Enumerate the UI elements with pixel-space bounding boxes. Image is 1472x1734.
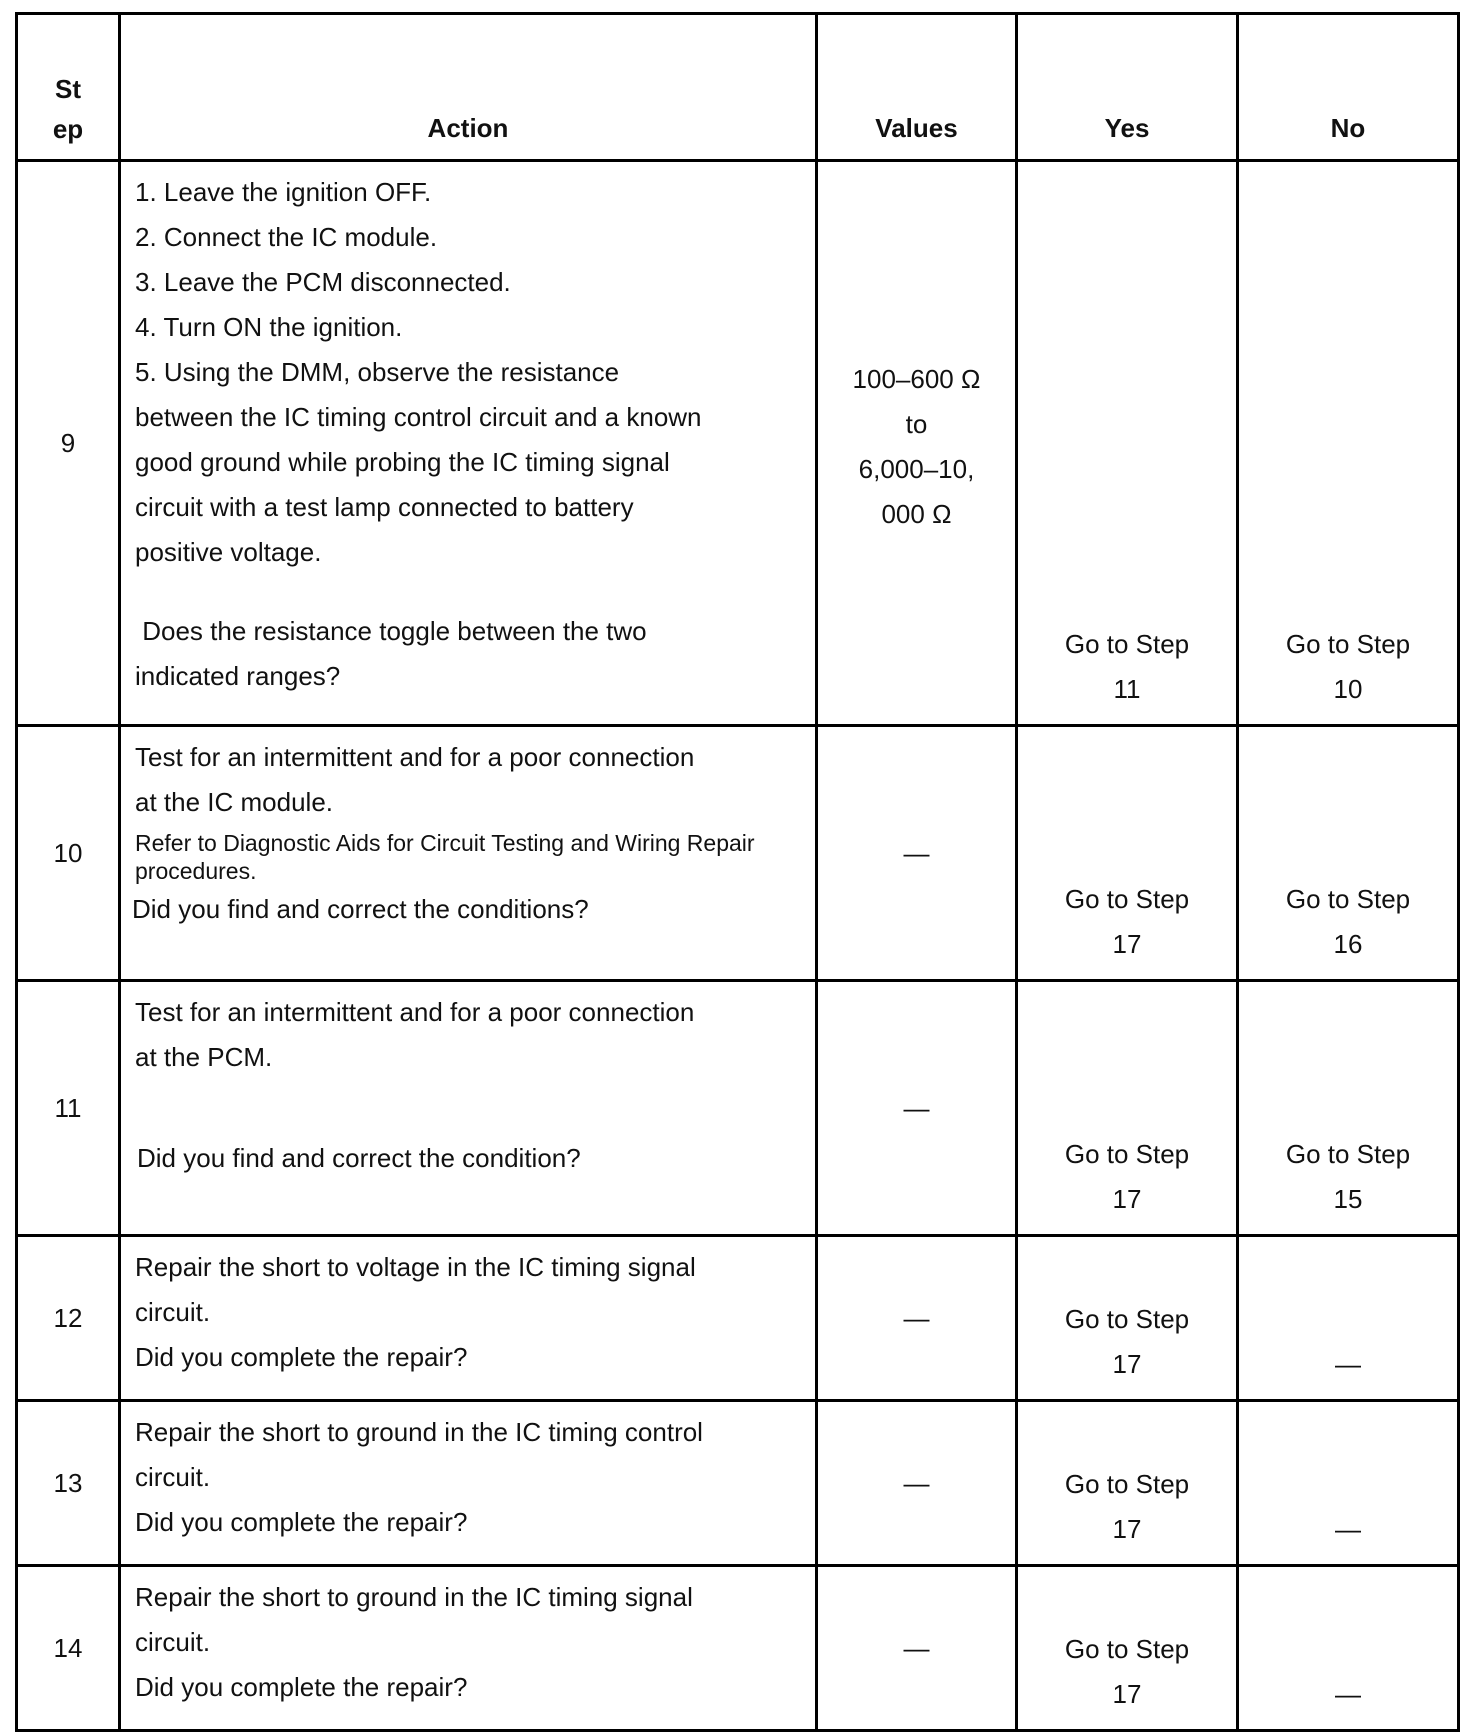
diagnostic-table (15, 12, 1460, 1732)
action-text: positive voltage. (135, 537, 322, 567)
action-cell (120, 981, 817, 1236)
action-text: circuit with a test lamp connected to battery (135, 492, 634, 522)
values-cell (817, 161, 1017, 726)
action-cell (120, 1566, 817, 1731)
action-step: 5. Using the DMM, observe the resistance (135, 357, 620, 387)
no-cell (1238, 161, 1459, 726)
yes-cell (1017, 161, 1238, 726)
no-cell (1238, 1236, 1459, 1401)
yes-cell (1017, 1236, 1238, 1401)
step-number: 9 (17, 161, 120, 726)
table-row (17, 1236, 1459, 1401)
no-cell (1238, 726, 1459, 981)
action-question: Did you complete the repair? (135, 1672, 468, 1702)
action-text: at the IC module. (135, 787, 333, 817)
action-text: Repair the short to voltage in the IC timing signal (135, 1252, 696, 1282)
table-row (17, 726, 1459, 981)
no-goto: Go to Step (1285, 884, 1411, 914)
action-cell (120, 161, 817, 726)
values-cell: — (817, 1566, 1017, 1731)
action-question: Did you complete the repair? (135, 1342, 468, 1372)
table-row (17, 1401, 1459, 1566)
header-step-line: St (55, 74, 81, 104)
action-text: circuit. (135, 1462, 211, 1492)
step-number: 13 (17, 1401, 120, 1566)
action-question: Did you find and correct the condition? (137, 1143, 581, 1173)
action-question: Did you complete the repair? (135, 1507, 468, 1537)
action-question: Did you find and correct the conditions? (132, 894, 589, 924)
no-dash: — (1335, 1679, 1361, 1709)
action-text: good ground while probing the IC timing signal (135, 447, 670, 477)
values-cell: — (817, 981, 1017, 1236)
action-step: 4. Turn ON the ignition. (135, 312, 403, 342)
no-cell (1238, 1566, 1459, 1731)
table-row (17, 161, 1459, 726)
values-cell: — (817, 1401, 1017, 1566)
action-step: 1. Leave the ignition OFF. (135, 177, 432, 207)
yes-step: 17 (1112, 1184, 1142, 1214)
action-question: indicated ranges? (135, 661, 341, 691)
no-dash: — (1335, 1349, 1361, 1379)
value-line: 6,000–10, (858, 454, 975, 484)
yes-goto: Go to Step (1064, 1139, 1190, 1169)
action-text: Test for an intermittent and for a poor connection (135, 742, 695, 772)
yes-cell (1017, 726, 1238, 981)
header-step (17, 14, 120, 161)
header-no: No (1238, 14, 1459, 161)
no-step: 15 (1333, 1184, 1363, 1214)
action-text: circuit. (135, 1297, 211, 1327)
header-row (17, 14, 1459, 161)
step-number: 10 (17, 726, 120, 981)
value-line: to (905, 409, 928, 439)
yes-step: 17 (1112, 1514, 1142, 1544)
table-row (17, 1566, 1459, 1731)
no-goto: Go to Step (1285, 629, 1411, 659)
header-values: Values (817, 14, 1017, 161)
yes-cell (1017, 981, 1238, 1236)
action-note: Refer to Diagnostic Aids for Circuit Testing and Wiring Repair procedures. (135, 830, 755, 884)
yes-goto: Go to Step (1064, 1469, 1190, 1499)
yes-cell (1017, 1401, 1238, 1566)
no-dash: — (1335, 1514, 1361, 1544)
yes-step: 17 (1112, 1349, 1142, 1379)
no-cell (1238, 981, 1459, 1236)
action-cell (120, 1401, 817, 1566)
action-cell (120, 726, 817, 981)
yes-step: 17 (1112, 929, 1142, 959)
action-text: circuit. (135, 1627, 211, 1657)
action-text: Test for an intermittent and for a poor connection (135, 997, 695, 1027)
yes-step: 11 (1113, 674, 1141, 704)
table-row (17, 981, 1459, 1236)
header-action: Action (120, 14, 817, 161)
header-yes: Yes (1017, 14, 1238, 161)
no-goto: Go to Step (1285, 1139, 1411, 1169)
yes-goto: Go to Step (1064, 884, 1190, 914)
values-cell: — (817, 1236, 1017, 1401)
no-step: 16 (1333, 929, 1363, 959)
action-cell (120, 1236, 817, 1401)
value-line: 100–600 Ω (852, 364, 981, 394)
header-step-line: ep (52, 114, 84, 144)
step-number: 11 (17, 981, 120, 1236)
yes-cell (1017, 1566, 1238, 1731)
action-text: Repair the short to ground in the IC timing signal (135, 1582, 693, 1612)
value-line: 000 Ω (881, 499, 952, 529)
no-cell (1238, 1401, 1459, 1566)
step-number: 14 (17, 1566, 120, 1731)
action-text: Repair the short to ground in the IC timing control (135, 1417, 703, 1447)
action-text: at the PCM. (135, 1042, 273, 1072)
yes-goto: Go to Step (1064, 1634, 1190, 1664)
yes-step: 17 (1112, 1679, 1142, 1709)
action-step: 2. Connect the IC module. (135, 222, 438, 252)
action-step: 3. Leave the PCM disconnected. (135, 267, 511, 297)
values-cell: — (817, 726, 1017, 981)
no-step: 10 (1333, 674, 1363, 704)
action-text: between the IC timing control circuit and a known (135, 402, 702, 432)
yes-goto: Go to Step (1064, 1304, 1190, 1334)
yes-goto: Go to Step (1064, 629, 1190, 659)
step-number: 12 (17, 1236, 120, 1401)
action-question: Does the resistance toggle between the two (135, 616, 647, 646)
